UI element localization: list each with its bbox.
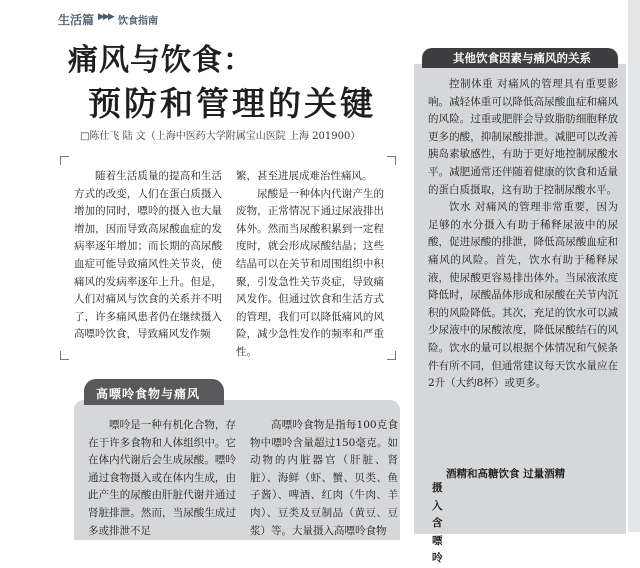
- purine-column-right: [250, 417, 398, 540]
- corner-mark: [387, 351, 396, 360]
- purine-section-title: 高嘌呤食物与痛风: [96, 387, 201, 401]
- arrow-icon: ▶▶▶: [98, 12, 113, 22]
- corner-mark: [60, 156, 69, 165]
- intro-paragraph-uric-acid: 尿酸是一种体内代谢产生的废物，正常情况下通过尿液排出体外。然而当尿酸积累到一定程度时，就会形成尿酸结晶；这些结晶可以在关节和周围组织中积聚，引发急性关节炎症，导致痛风发作。但通过饮食和生活方式的管理，我们可以降低痛风的风险，减少急性发作的频率和严重性。: [236, 187, 384, 358]
- sidebar-body: [428, 76, 618, 393]
- intro-column-right: [236, 168, 384, 362]
- sidebar-paragraph-water: 饮水 对痛风的管理非常重要，因为足够的水分摄入有助于稀释尿液中的尿酸，促进尿酸的排泄，降低高尿酸血症和痛风的风险。首先，饮水有助于稀释尿液，使尿酸更容易排出体外。当尿液浓度降低时，尿酸晶体形成和尿酸在关节内沉积的风险降低。其次，充足的饮水可以减少尿液中的尿酸浓度，降低尿酸结石的风险。饮水的量可以根据个体情况和气候条件有所不同，但通常建议每天饮水量应在2升（大约8杯）或更多。: [428, 201, 618, 390]
- corner-mark: [60, 351, 69, 360]
- article-title-line-2: 预防和管理的关键: [88, 84, 376, 123]
- sidebar-title: 其他饮食因素与痛风的关系: [453, 51, 591, 65]
- sidebar-paragraph-weight: 控制体重 对痛风的管理具有重要影响。减轻体重可以降低高尿酸血症和痛风的风险。过重或肥胖会导致脂肪细胞释放更多的酸，抑制尿酸排泄。减肥可以改善胰岛素敏感性，有助于更好地控制尿酸水平。减肥通常还伴随着健康的饮食和适量的蛋白质摄取，这有助于控制尿酸水平。: [428, 78, 618, 196]
- sidebar-vertical-fragment: 摄入含嘌呤: [432, 482, 443, 565]
- intro-box: [60, 156, 396, 360]
- corner-mark: [387, 156, 396, 165]
- intro-paragraph-left: 随着生活质量的提高和生活方式的改变，人们在蛋白质摄入增加的同时，嘌呤的摄入也大量增加，因而导致高尿酸血症的发病率逐年增加；而长期的高尿酸血症可能导致痛风性关节炎，使痛风的发病率逐年上升。但是，人们对痛风与饮食的关系并不明了，许多痛风患者仍在继续摄入高嘌呤饮食，导致痛风发作频: [74, 170, 222, 341]
- section-label: 生活篇: [58, 13, 95, 27]
- intro-paragraph-continuation: 繁，甚至进展成难治性痛风。: [236, 170, 373, 182]
- purine-paragraph-right: 高嘌呤食物是指每100克食物中嘌呤含量超过150毫克。如动物的内脏器官（肝脏、肾脏）、海鲜（虾、蟹、贝类、鱼子酱）、啤酒、红肉（牛肉、羊肉）、豆类及豆制品（黄豆、豆浆）等。大量摄入高嘌呤食物: [250, 419, 398, 537]
- purine-paragraph-left: 嘌呤是一种有机化合物，存在于许多食物和人体组织中。它在体内代谢后会生成尿酸。嘌呤通过食物摄入或在体内生成，由此产生的尿酸由肝脏代谢并通过肾脏排泄。然而，当尿酸生成过多或排泄不足: [88, 419, 236, 537]
- article-title-line-1: 痛风与饮食：: [68, 43, 254, 78]
- sub-section-label: 饮食指南: [118, 16, 158, 27]
- author-byline: □陈仕飞 陆 文（上海中医药大学附属宝山医院 上海 201900）: [80, 131, 361, 142]
- page-edge: [628, 0, 640, 532]
- sidebar-subheading-alcohol: 酒精和高糖饮食 过量酒精: [446, 468, 566, 480]
- purine-column-left: [88, 417, 236, 540]
